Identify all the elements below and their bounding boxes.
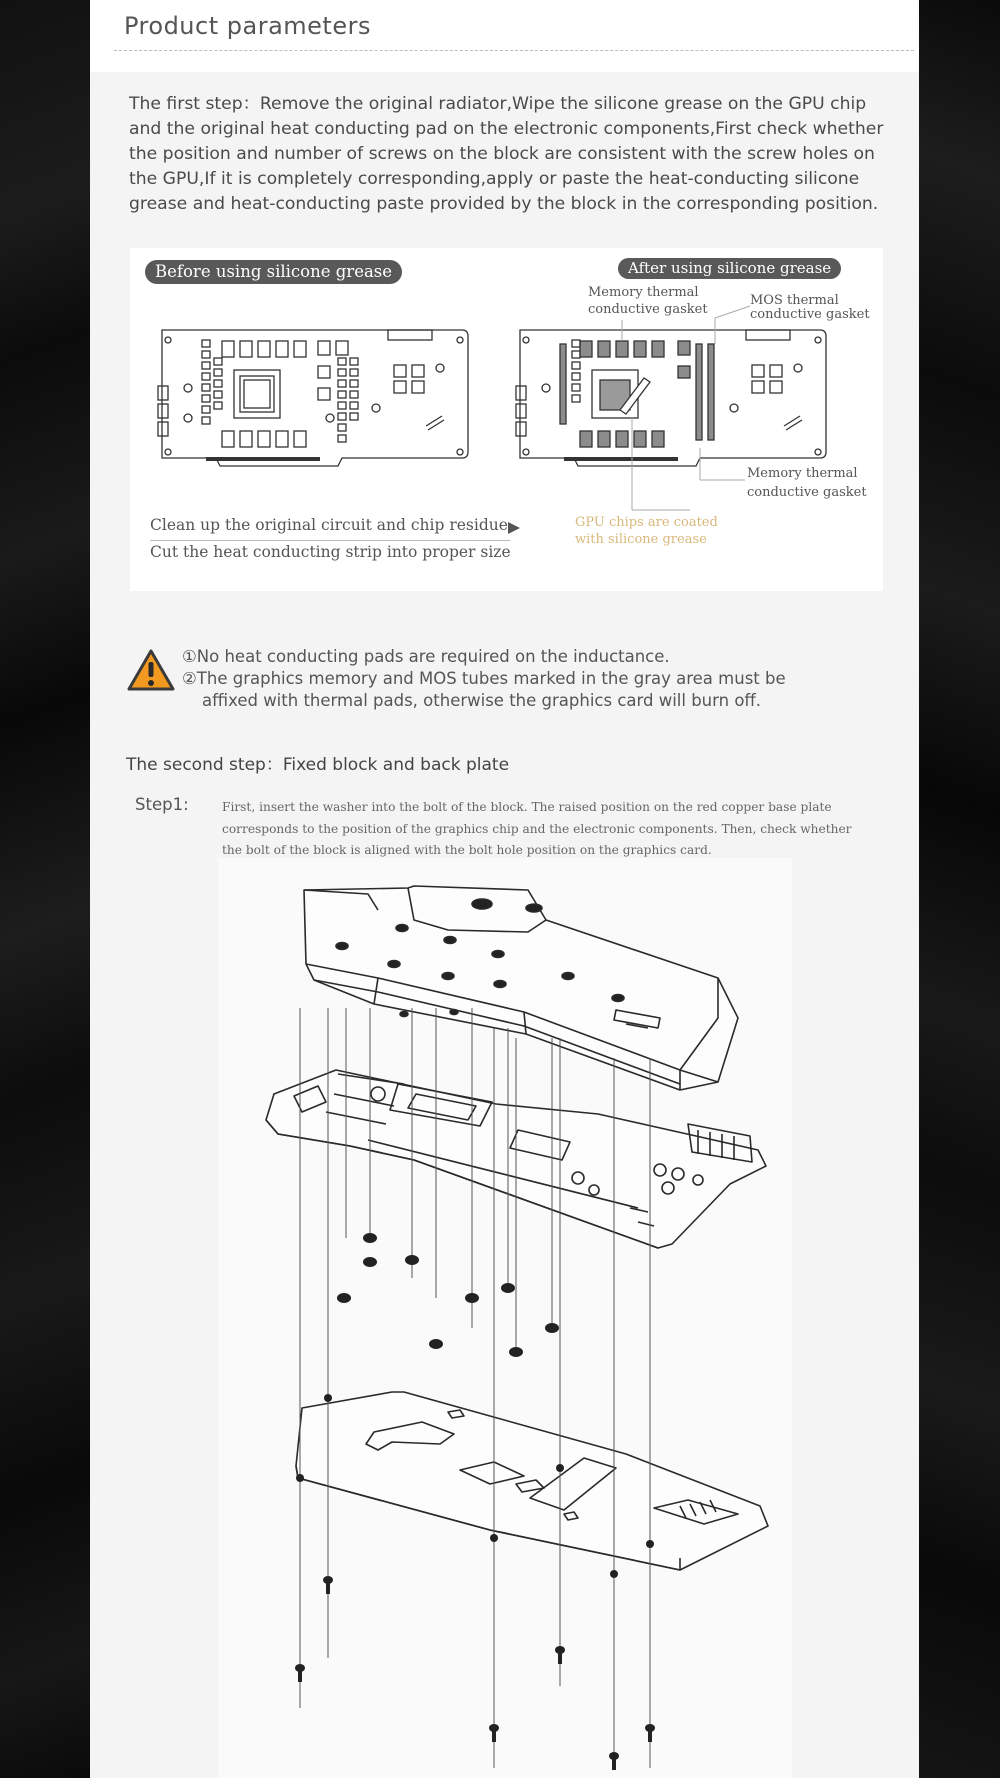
after-board bbox=[516, 330, 826, 466]
clean-divider bbox=[150, 540, 510, 541]
memory-gasket-label-top: Memory thermal conductive gasket bbox=[588, 285, 708, 317]
memory-gasket-label-bottom: Memory thermal conductive gasket bbox=[747, 466, 867, 500]
gpu-coated-label: GPU chips are coated with silicone grease bbox=[575, 515, 718, 547]
warning-text: ①No heat conducting pads are required on the inductance. ②The graphics memory and MOS tubes marked in the gray area must be affixed with thermal pads, otherwise the graphics card will burn off. bbox=[182, 647, 786, 710]
section-header bbox=[90, 0, 919, 72]
arrow-right-icon bbox=[508, 522, 520, 534]
silicone-grease-figure bbox=[130, 248, 883, 591]
second-step-title: The second step：Fixed block and back plate bbox=[126, 755, 510, 775]
back-plate bbox=[296, 1392, 768, 1570]
water-block bbox=[304, 886, 738, 1090]
washers bbox=[337, 1233, 559, 1357]
header-divider bbox=[114, 50, 914, 51]
assembly-diagram bbox=[218, 858, 792, 1778]
page-title: Product parameters bbox=[124, 12, 371, 40]
leader-lines bbox=[622, 306, 750, 510]
background-right bbox=[919, 0, 1000, 1778]
cut-instruction: Cut the heat conducting strip into proper size bbox=[150, 543, 511, 561]
clean-instruction: Clean up the original circuit and chip residue bbox=[150, 516, 508, 534]
mos-gasket-label: MOS thermal conductive gasket bbox=[750, 293, 870, 322]
warning-triangle-icon bbox=[126, 648, 176, 692]
before-label: Before using silicone grease bbox=[145, 260, 402, 284]
exploded-view-drawing bbox=[218, 858, 792, 1778]
step1-label: Step1: bbox=[135, 795, 189, 814]
step1-description: First, insert the washer into the bolt of the block. The raised position on the red copper base plate corresponds to the position of the graphics chip and the electronic components. Then, check whether the bolt of the block is aligned with the bolt hole position on the graphics card. bbox=[222, 800, 852, 857]
before-board bbox=[158, 330, 468, 466]
after-label: After using silicone grease bbox=[618, 258, 841, 279]
first-step-text: The first step：Remove the original radiator,Wipe the silicone grease on the GPU chip and the original heat conducting pad on the electronic components,First check whether the position and number of screws on the block are consistent with the screw holes on the GPU,If it is completely corresponding,apply or paste the heat-conducting silicone grease and heat-conducting paste provided by the block in the corresponding position. bbox=[129, 94, 884, 214]
background-left bbox=[0, 0, 90, 1778]
product-page bbox=[90, 0, 919, 1778]
